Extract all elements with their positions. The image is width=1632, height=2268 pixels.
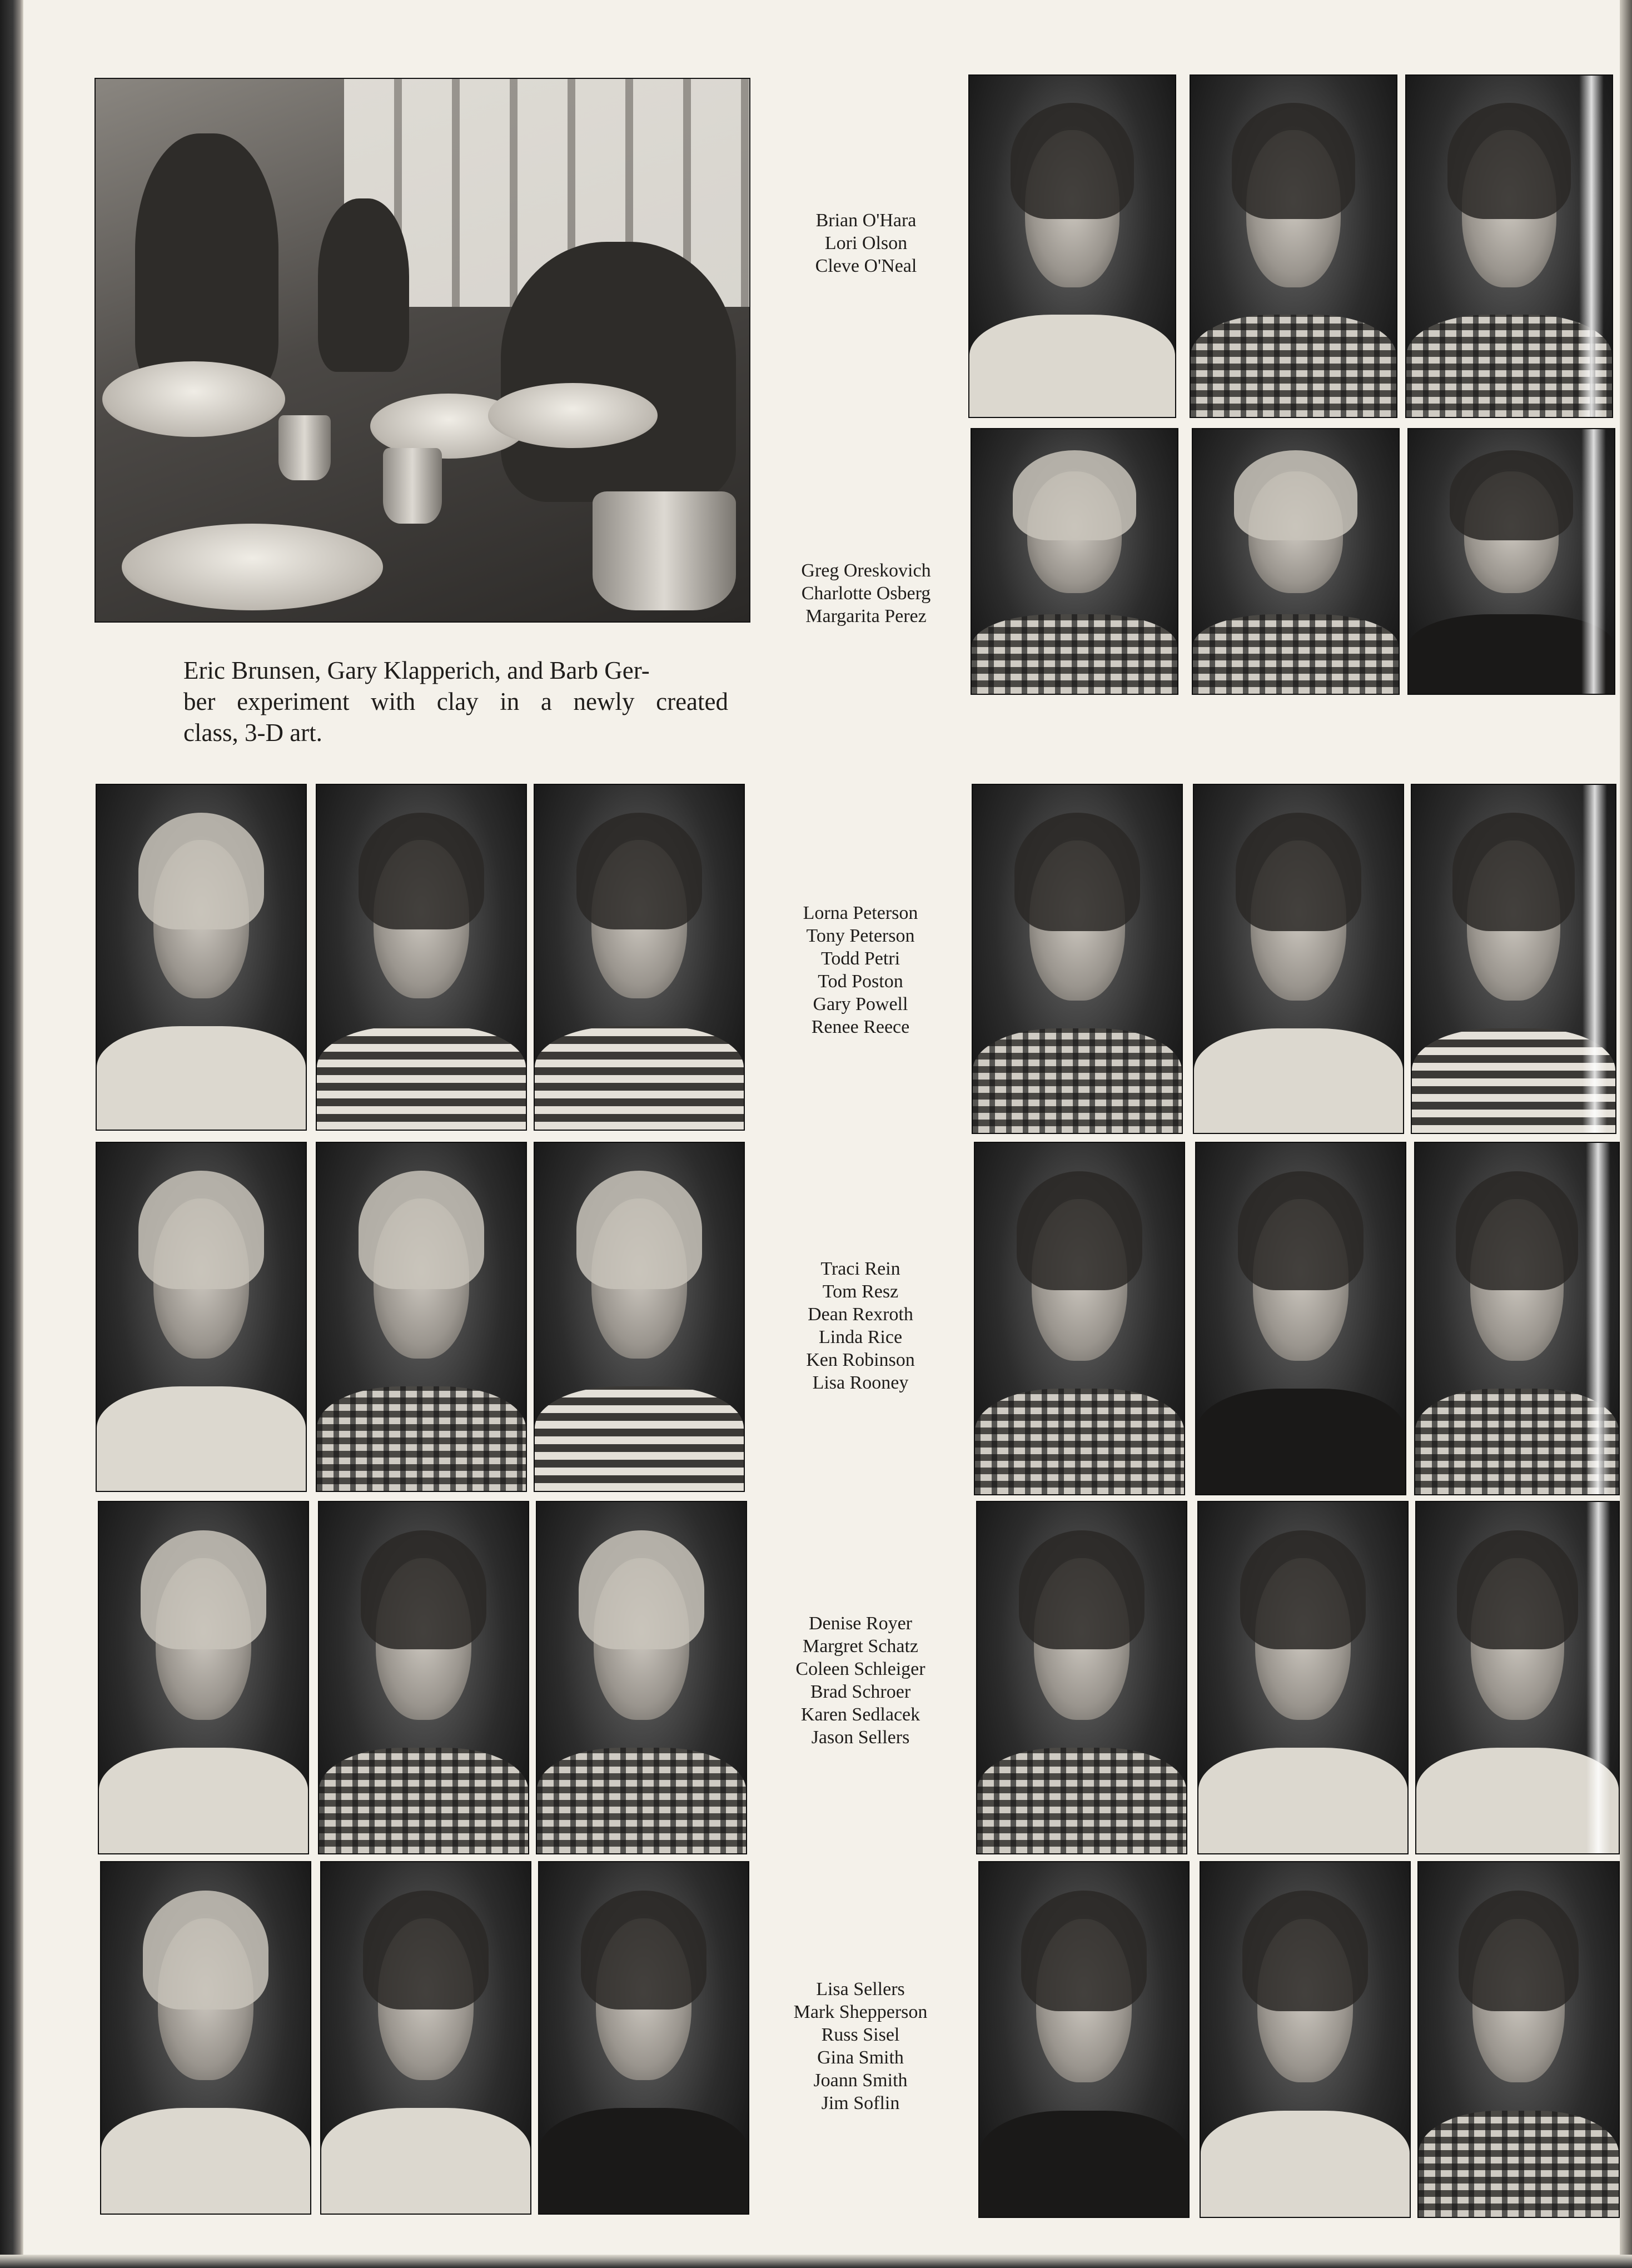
student-name: Brian O'Hara — [815, 210, 917, 231]
student-portrait — [538, 1861, 749, 2215]
name-list — [772, 1257, 949, 1394]
name-list — [772, 1978, 949, 2115]
student-portrait — [974, 1142, 1185, 1495]
caption-line: class, 3-D art. — [183, 719, 322, 747]
student-portrait — [1415, 1501, 1620, 1854]
student-portrait — [1414, 1142, 1620, 1495]
book-binding-left — [0, 0, 23, 2268]
student-name: Greg Oreskovich — [801, 560, 931, 581]
student-portrait — [1407, 428, 1615, 695]
student-portrait — [978, 1861, 1190, 2218]
student-name: Ken Robinson — [806, 1350, 915, 1370]
clay-bucket — [278, 415, 331, 480]
student-portrait — [1193, 784, 1404, 1134]
caption-line: Eric Brunsen, Gary Klapperich, and Barb Ger- — [183, 656, 650, 684]
student-name: Lisa Rooney — [812, 1372, 909, 1393]
student-name: Gina Smith — [817, 2047, 904, 2068]
pottery-wheel — [488, 383, 658, 448]
student-name: Jim Soflin — [821, 2093, 900, 2113]
student-name: Renee Reece — [811, 1017, 910, 1037]
student-portrait — [971, 428, 1178, 695]
name-list — [777, 559, 955, 628]
student-figure — [318, 198, 410, 372]
photo-caption — [183, 655, 728, 748]
student-portrait — [98, 1501, 309, 1854]
student-name: Todd Petri — [820, 948, 900, 969]
name-list — [772, 902, 949, 1038]
student-name: Charlotte Osberg — [801, 583, 931, 604]
student-name: Gary Powell — [813, 994, 908, 1014]
student-name: Margarita Perez — [805, 606, 927, 626]
student-figure — [135, 133, 279, 394]
name-list — [777, 209, 955, 277]
student-portrait — [536, 1501, 747, 1854]
student-portrait — [972, 784, 1183, 1134]
student-name: Margret Schatz — [802, 1636, 919, 1657]
student-name: Russ Sisel — [821, 2025, 900, 2045]
pottery-wheel — [122, 524, 383, 610]
student-name: Tony Peterson — [806, 926, 915, 946]
student-portrait — [1190, 74, 1397, 418]
student-name: Mark Shepperson — [793, 2002, 928, 2022]
student-portrait — [534, 784, 745, 1131]
student-portrait — [534, 1142, 745, 1492]
student-name: Tom Resz — [822, 1281, 899, 1302]
student-portrait — [318, 1501, 529, 1854]
student-portrait — [100, 1861, 311, 2215]
student-name: Jason Sellers — [811, 1727, 910, 1748]
student-name: Dean Rexroth — [808, 1304, 913, 1325]
student-portrait — [96, 784, 307, 1131]
student-portrait — [316, 784, 527, 1131]
student-portrait — [1417, 1861, 1620, 2218]
student-name: Linda Rice — [818, 1327, 903, 1347]
pottery-wheel — [102, 361, 285, 437]
student-portrait — [968, 74, 1176, 418]
student-portrait — [1197, 1501, 1409, 1854]
student-name: Traci Rein — [820, 1259, 900, 1279]
student-name: Tod Poston — [818, 971, 903, 992]
pottery-class-photo — [94, 78, 750, 623]
book-binding-bottom — [0, 2255, 1632, 2268]
caption-line: ber experiment with clay in a newly created — [183, 688, 728, 715]
student-figure — [501, 242, 736, 502]
student-name: Lorna Peterson — [803, 903, 918, 923]
student-name: Denise Royer — [808, 1613, 912, 1634]
name-list — [772, 1612, 949, 1749]
student-name: Lori Olson — [824, 233, 908, 253]
student-portrait — [1411, 784, 1616, 1134]
student-portrait — [96, 1142, 307, 1492]
clay-bucket — [383, 448, 442, 524]
student-name: Joann Smith — [813, 2070, 908, 2091]
student-portrait — [1405, 74, 1613, 418]
student-name: Brad Schroer — [810, 1682, 911, 1702]
yearbook-page — [23, 0, 1620, 2255]
student-portrait — [316, 1142, 527, 1492]
student-name: Lisa Sellers — [816, 1979, 905, 2000]
student-portrait — [976, 1501, 1187, 1854]
clay-bucket — [593, 491, 737, 611]
student-portrait — [1200, 1861, 1411, 2218]
student-portrait — [1192, 428, 1400, 695]
student-name: Cleve O'Neal — [815, 256, 917, 276]
student-portrait — [1195, 1142, 1406, 1495]
book-binding-right — [1620, 0, 1632, 2268]
student-name: Coleen Schleiger — [795, 1659, 926, 1679]
student-portrait — [320, 1861, 531, 2215]
student-name: Karen Sedlacek — [800, 1704, 921, 1725]
